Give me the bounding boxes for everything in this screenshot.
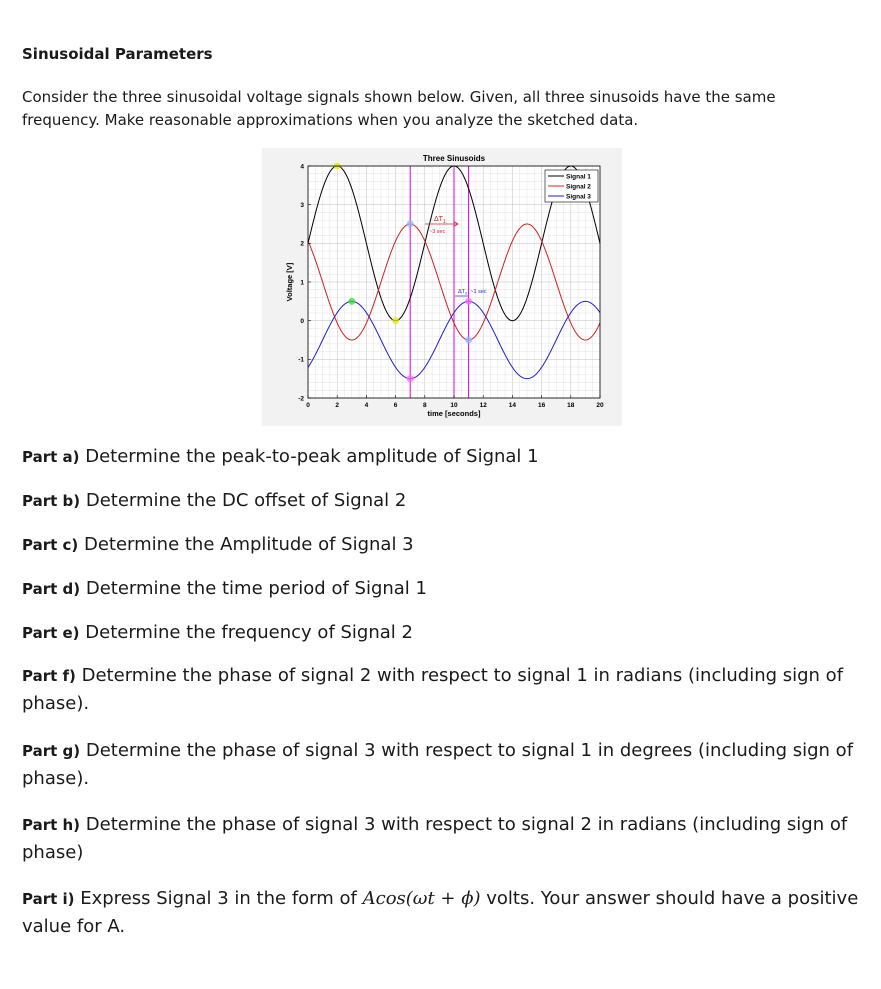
x-tick-label: 20	[596, 402, 604, 409]
part-h-label: Part h)	[22, 816, 81, 834]
part-f	[22, 662, 862, 717]
part-h-text: Determine the phase of signal 3 with respect to signal 2 in radians (including sign of phase)	[22, 814, 848, 863]
peak-dot-signal-3-b	[465, 298, 472, 305]
peak-dot-signal-2	[407, 221, 414, 228]
x-tick-label: 12	[479, 402, 487, 409]
y-axis-label: Voltage [V]	[285, 262, 294, 302]
part-f-text: Determine the phase of signal 2 with respect to signal 1 in radians (including sign of phase).	[22, 665, 844, 714]
trough-dot-signal-1	[392, 317, 399, 324]
sinusoids-figure	[262, 148, 622, 426]
x-tick-label: 8	[422, 402, 427, 409]
trough-dot-signal-3	[407, 375, 414, 382]
trough-dot-signal-2	[465, 337, 472, 344]
legend-label-signal-2: Signal 2	[566, 183, 591, 191]
y-tick-label: 3	[300, 201, 304, 209]
part-e-label: Part e)	[22, 624, 80, 642]
part-c	[22, 531, 862, 559]
page-heading: Sinusoidal Parameters	[22, 45, 213, 63]
part-g	[22, 737, 862, 792]
legend-label-signal-1: Signal 1	[566, 173, 591, 181]
part-b	[22, 487, 862, 515]
part-h	[22, 811, 862, 866]
part-i-text-after: volts. Your answer should have a positive value for A.	[22, 888, 859, 937]
part-d	[22, 575, 862, 603]
chart-title: Three Sinusoids	[422, 154, 486, 163]
x-tick-label: 14	[508, 402, 517, 409]
part-c-text: Determine the Amplitude of Signal 3	[83, 534, 414, 555]
x-tick-label: 18	[567, 402, 575, 409]
x-tick-label: 4	[364, 402, 369, 409]
part-a	[22, 443, 862, 471]
delta-t1-value: ~3 sec	[429, 229, 446, 235]
y-tick-label: 0	[300, 317, 304, 325]
delta-t2-label: $\Delta T_2$ ~1 sec	[458, 289, 487, 296]
part-d-label: Part d)	[22, 580, 81, 598]
part-e	[22, 619, 862, 647]
intro-paragraph: Consider the three sinusoidal voltage signals shown below. Given, all three sinusoids have the same frequency. Make reasonable approximations when you analyze the sketched data.	[22, 88, 776, 129]
part-i-label: Part i)	[22, 890, 75, 908]
delta-t2-annotation	[455, 289, 487, 296]
y-tick-label: 4	[300, 163, 304, 171]
part-e-text: Determine the frequency of Signal 2	[85, 622, 413, 643]
x-tick-label: 6	[393, 402, 398, 409]
x-tick-label: 16	[537, 402, 546, 409]
peak-dot-signal-3	[348, 298, 355, 305]
part-g-label: Part g)	[22, 742, 81, 760]
part-i-text-before: Express Signal 3 in the form of	[80, 888, 357, 909]
legend-label-signal-3: Signal 3	[566, 193, 591, 201]
y-tick-label: 1	[300, 279, 304, 287]
part-a-text: Determine the peak-to-peak amplitude of Signal 1	[85, 446, 539, 467]
x-tick-label: 0	[306, 402, 310, 409]
sinusoids-chart	[262, 148, 622, 426]
part-d-text: Determine the time period of Signal 1	[85, 578, 427, 599]
part-i-formula: Acos(ωt + ϕ)	[362, 888, 481, 909]
part-a-label: Part a)	[22, 448, 80, 466]
part-f-label: Part f)	[22, 667, 76, 685]
delta-t1-label: $\Delta T_1$	[434, 216, 446, 225]
part-i	[22, 885, 862, 940]
part-b-label: Part b)	[22, 492, 81, 510]
y-tick-label: -1	[298, 356, 304, 364]
y-tick-label: -2	[298, 395, 304, 403]
y-tick-label: 2	[300, 240, 304, 248]
x-axis-label: time [seconds]	[427, 409, 481, 418]
legend	[545, 170, 598, 202]
x-tick-label: 2	[335, 402, 340, 409]
part-b-text: Determine the DC offset of Signal 2	[85, 490, 407, 511]
part-c-label: Part c)	[22, 536, 79, 554]
x-tick-label: 10	[450, 402, 458, 409]
part-g-text: Determine the phase of signal 3 with respect to signal 1 in degrees (including sign of phase).	[22, 740, 854, 789]
